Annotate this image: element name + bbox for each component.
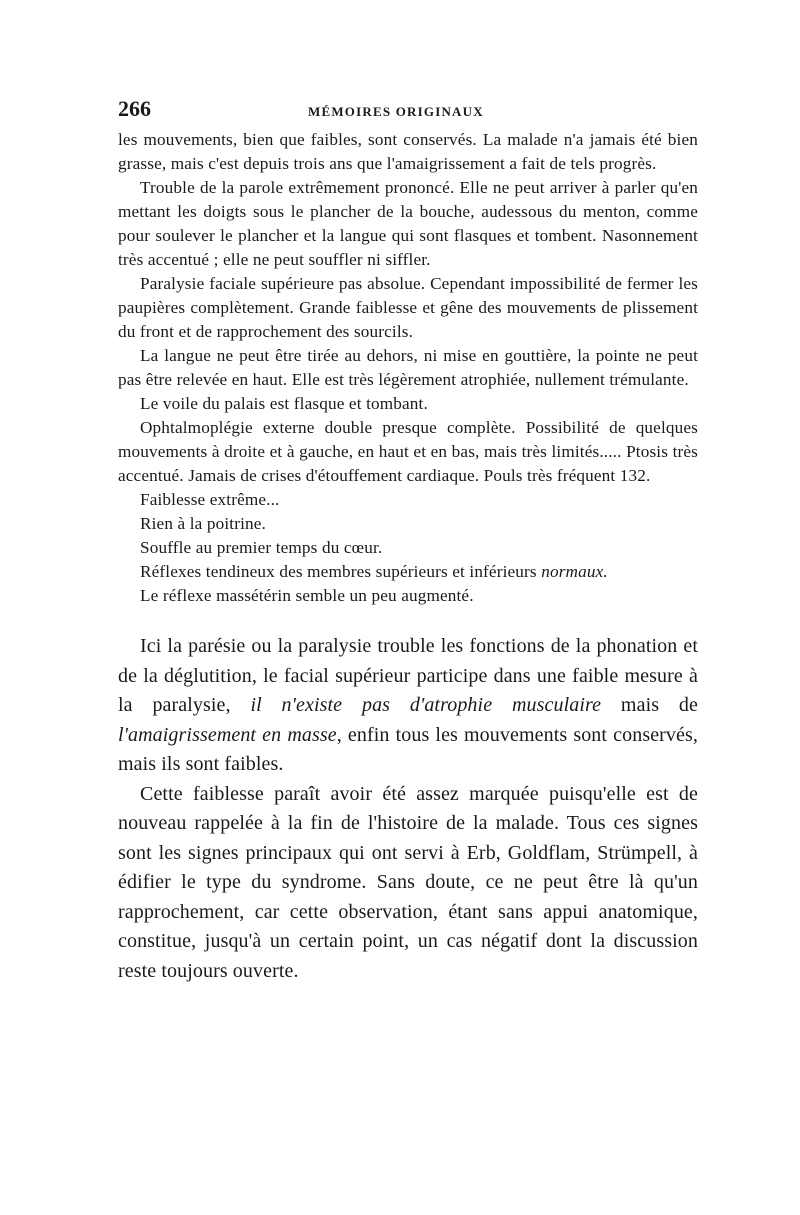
observation-paragraph: les mouvements, bien que faibles, sont conservés. La malade n'a jamais été bien grasse, mais c'est depuis trois ans que l'amaigrissement a fait de tels progrès. bbox=[118, 130, 698, 173]
observation-paragraph: Faiblesse extrême... bbox=[140, 490, 280, 509]
discussion-text: mais de bbox=[601, 694, 698, 716]
observation-paragraph: La langue ne peut être tirée au dehors, ni mise en gouttière, la pointe ne peut pas être relevée en haut. Elle est très légèrement atrophiée, nullement trémulante. bbox=[118, 346, 698, 389]
page-header bbox=[118, 96, 698, 122]
observation-paragraph: Trouble de la parole extrêmement prononcé. Elle ne peut arriver à parler qu'en mettant les doigts sous le plancher de la bouche, audessous du menton, comme pour soulever le plancher et la langue qui sont flasques et tombent. Nasonnement très accentué ; elle ne peut souffler ni siffler. bbox=[118, 178, 698, 269]
discussion-italic: il n'existe pas d'atrophie musculaire bbox=[250, 694, 602, 716]
reflexes-italic: normaux. bbox=[541, 562, 608, 581]
observation-paragraph: Le réflexe massétérin semble un peu augmenté. bbox=[140, 586, 474, 605]
reflexes-text: Réflexes tendineux des membres supérieurs et inférieurs bbox=[140, 562, 542, 581]
clinical-observation bbox=[118, 128, 698, 608]
discussion-italic: l'amaigrissement en masse bbox=[118, 723, 337, 746]
page-number: 266 bbox=[118, 96, 151, 121]
observation-paragraph: Souffle au premier temps du cœur. bbox=[140, 538, 383, 557]
discussion-paragraph: Cette faiblesse paraît avoir été assez marquée puisqu'elle est de nouveau rappelée à la fin de l'histoire de la malade. Tous ces signes sont les signes principaux qui ont servi à Erb, Goldflam, Strümpell, à édifier le type du syndrome. Sans doute, ce ne peut être là qu'un rapprochement, car cette observation, étant sans appui anatomique, constitue, jusqu'à un certain point, un cas négatif dont la discussion reste toujours ouverte. bbox=[118, 782, 698, 982]
running-title: MÉMOIRES ORIGINAUX bbox=[308, 104, 484, 119]
discussion-paragraph bbox=[118, 632, 698, 780]
discussion-section bbox=[118, 632, 698, 986]
observation-paragraph: Paralysie faciale supérieure pas absolue. Cependant impossibilité de fermer les paupières complètement. Grande faiblesse et gêne des mouvements de plissement du front et de rapprochement des sourcils. bbox=[118, 274, 698, 341]
book-page bbox=[118, 96, 698, 986]
observation-paragraph: Ophtalmoplégie externe double presque complète. Possibilité de quelques mouvements à droite et à gauche, en haut et en bas, mais très limités..... Ptosis très accentué. Jamais de crises d'étouffement cardiaque. Pouls très fréquent 132. bbox=[118, 418, 698, 485]
discussion-text: Ici la parésie ou la paralysie trouble les fonctions de la phonation et de la déglutition, le facial supérieur participe dans une faible mesure à la paralysie, bbox=[118, 635, 698, 716]
observation-paragraph: Le voile du palais est flasque et tombant. bbox=[140, 394, 428, 413]
observation-paragraph bbox=[118, 560, 698, 584]
discussion-text: , enfin tous les mouvements sont conservés, mais ils sont faibles. bbox=[118, 723, 698, 775]
observation-paragraph: Rien à la poitrine. bbox=[140, 514, 266, 533]
